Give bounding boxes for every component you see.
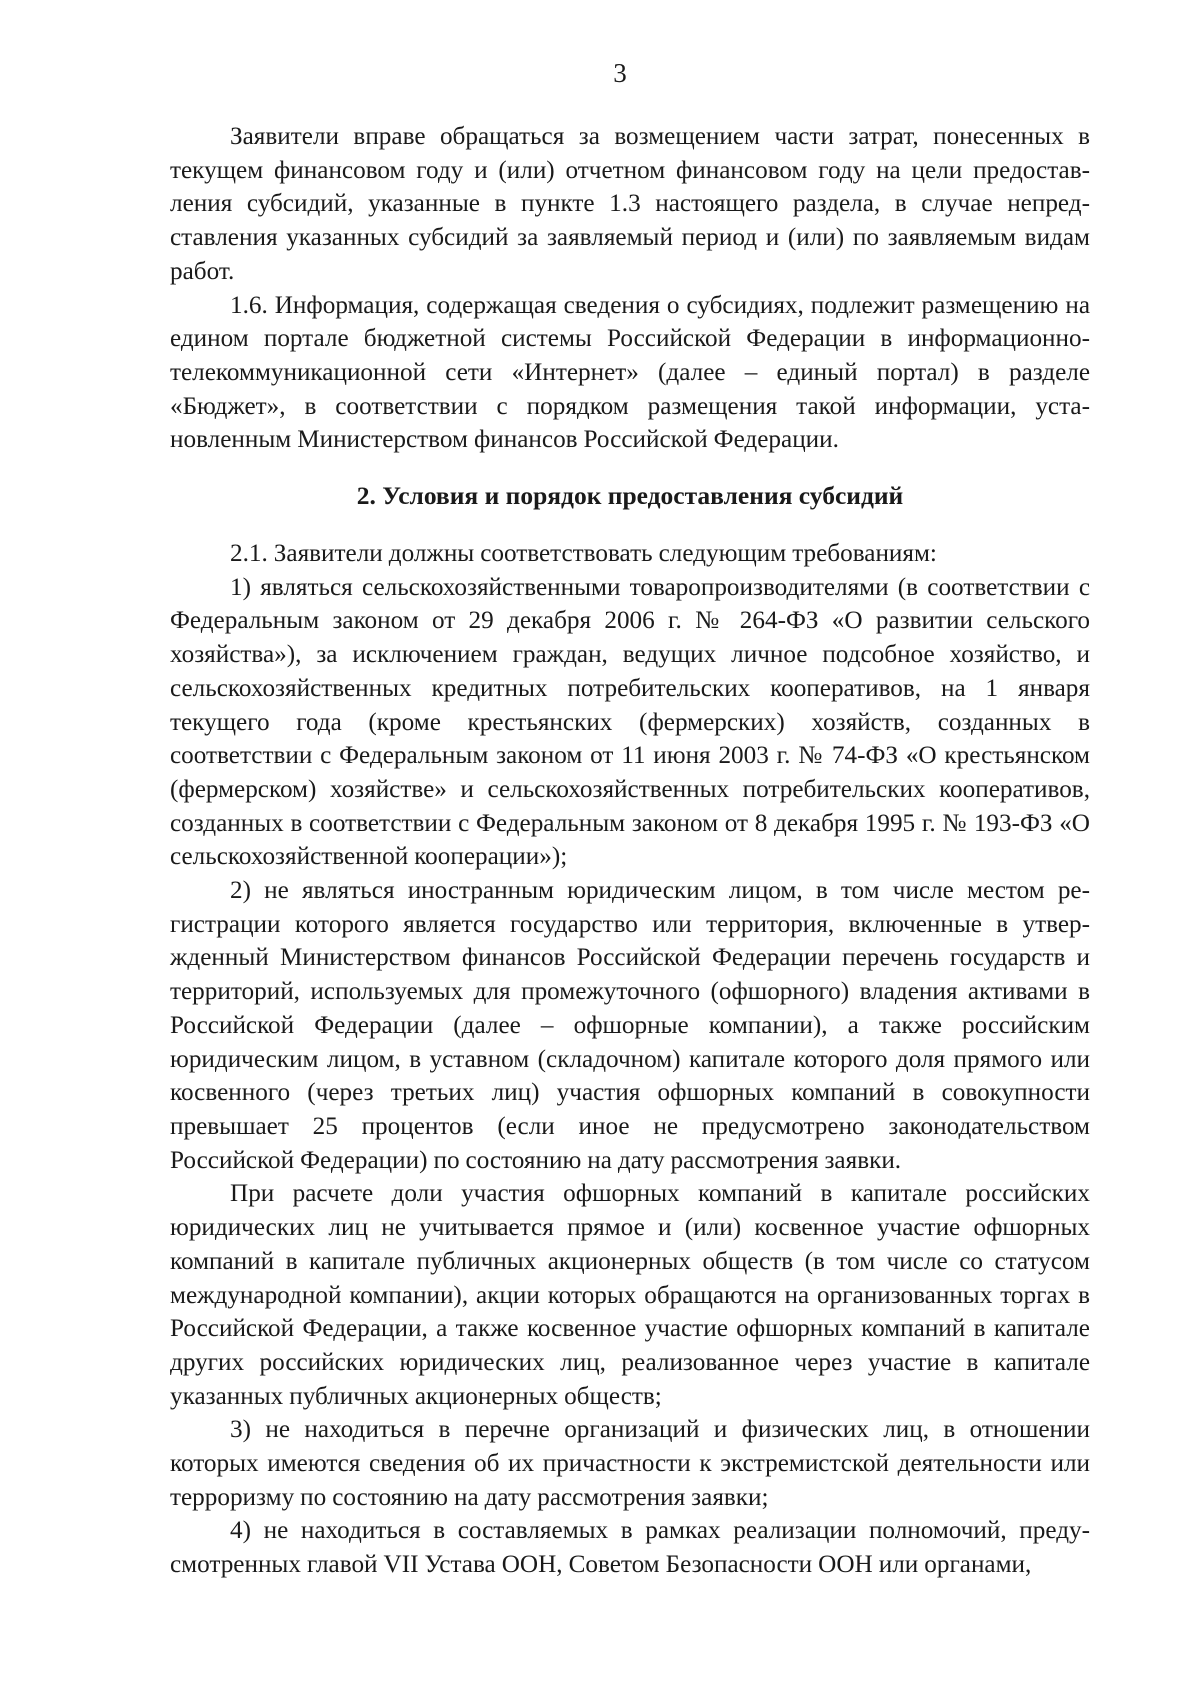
document-body xyxy=(170,120,1090,1582)
requirement-item-2-note: При расчете доли участия офшорных компаний в капитале российских юридических лиц не учитывается прямое и (или) косвенное участие офшорных компаний в капитале публичных акционерных обществ (в том числе со статусом международной компании), акции которых обращаются на организованных торгах в Российской Федерации, а также косвенное участие офшорных компаний в капитале других российских юридических лиц, реализованное через участие в капитале указанных публичных акционерных обществ; xyxy=(170,1180,1090,1410)
paragraph-applicants-rights: Заявители вправе обращаться за возмещением части затрат, понесенных в текущем финансовом году и (или) отчетном финансовом году на цели предоставления субсидий, указанные в пункте 1.3 настоящего раздела, в случае непредставления указанных субсидий за заявляемый период и (или) по заявляемым видам работ. xyxy=(170,123,1090,285)
requirement-item-1: 1) являться сельскохозяйственными товаропроизводителями (в соответствии с Федеральным законом от 29 декабря 2006 г. № 264-ФЗ «О развитии сельского хозяйства»), за исключением граждан, ведущих личное подсобное хозяйство, и сельскохозяйственных кредитных потребительских кооперативов, на 1 января текущего года (кроме крестьянских (фермерских) хозяйств, созданных в соответствии с Федеральным законом от 11 июня 2003 г. № 74-ФЗ «О крестьянском (фермерском) хозяйстве» и сельскохозяйственных потребительских кооперативов, созданных в соответствии с Федеральным законом от 8 декабря 1995 г. № 193-ФЗ «О сельскохозяйственной кооперации»); xyxy=(170,573,1090,871)
requirement-item-4: 4) не находиться в составляемых в рамках реализации полномочий, предусмотренных главой VII Устава ООН, Советом Безопасности ООН или органами, xyxy=(170,1517,1090,1579)
page-number: 3 xyxy=(613,58,627,88)
paragraph-1-6: 1.6. Информация, содержащая сведения о субсидиях, подлежит размещению на едином портале бюджетной системы Российской Федерации в информационно-телекоммуникационной сети «Интернет» (далее – единый портал) в разделе «Бюджет», в соответствии с порядком размещения такой информации, установленным Министерством финансов Российской Федерации. xyxy=(170,291,1090,454)
paragraph-2-1: 2.1. Заявители должны соответствовать следующим требованиям: xyxy=(230,540,937,568)
section-heading: 2. Условия и порядок предоставления субсидий xyxy=(356,481,904,511)
requirement-item-2: 2) не являться иностранным юридическим лицом, в том числе местом регистрации которого является государство или территория, включенные в утвержденный Министерством финансов Российской Федерации перечень государств и территорий, используемых для промежуточного (офшорного) владения активами в Российской Федерации (далее – офшорные компании), а также российским юридическим лицом, в уставном (складочном) капитале которого доля прямого или косвенного (через третьих лиц) участия офшорных компаний в совокупности превышает 25 процентов (если иное не предусмотрено законодательством Российской Федерации) по состоянию на дату рассмотрения заявки. xyxy=(170,877,1090,1174)
requirement-item-3: 3) не находиться в перечне организаций и физических лиц, в отношении которых имеются сведения об их причастности к экстремистской деятельности или терроризму по состоянию на дату рассмотрения заявки; xyxy=(170,1416,1090,1511)
